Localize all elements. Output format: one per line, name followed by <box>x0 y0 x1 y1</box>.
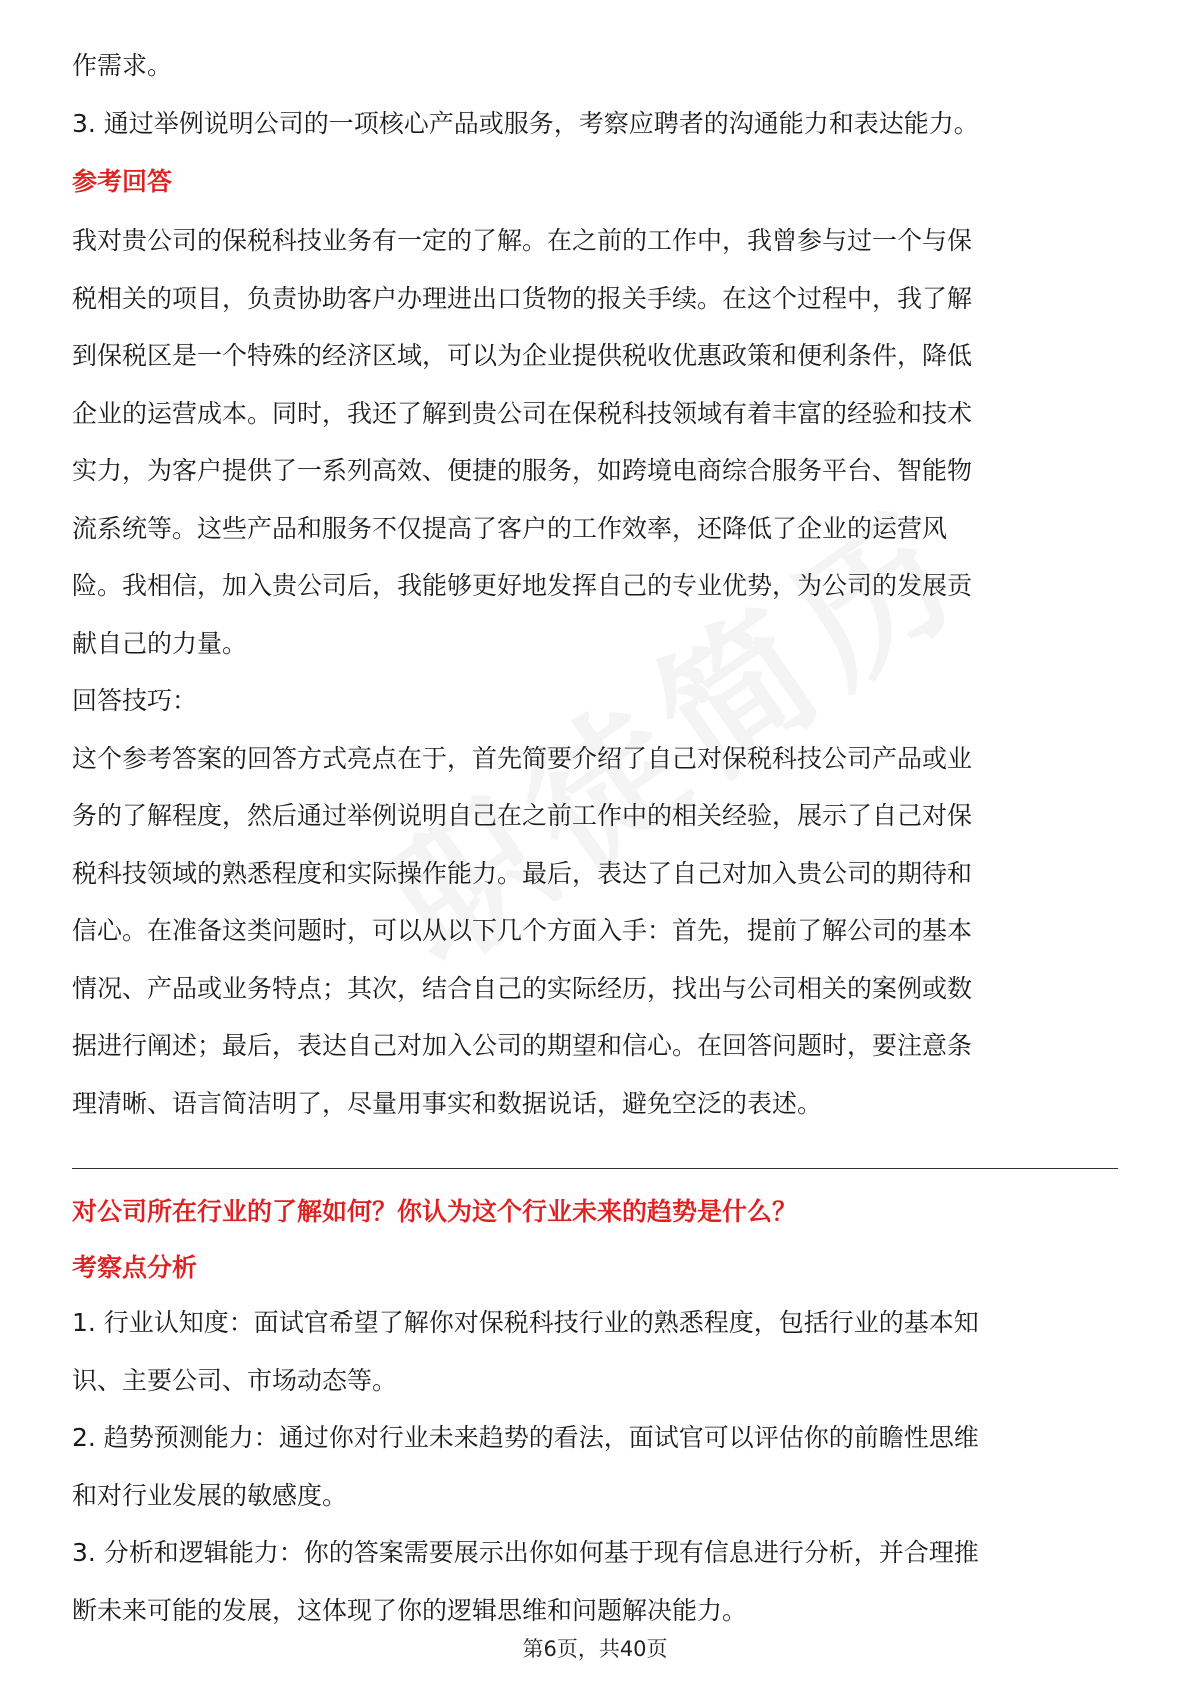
answer-line: 企业的运营成本。同时，我还了解到贵公司在保税科技领域有着丰富的经验和技术 <box>72 398 973 428</box>
document-body <box>72 0 1118 1132</box>
analysis-item-2: 2. 趋势预测能力：通过你对行业未来趋势的看法，面试官可以评估你的前瞻性思维 <box>72 1423 979 1452</box>
question-tail: 作需求。 <box>72 51 173 80</box>
analysis-item-1-cont: 识、主要公司、市场动态等。 <box>72 1365 398 1395</box>
section-divider <box>72 1168 1118 1169</box>
answer-paragraph <box>72 212 1118 672</box>
analysis-item-3-cont: 断未来可能的发展，这体现了你的逻辑思维和问题解决能力。 <box>72 1595 748 1625</box>
question-heading: 对公司所在行业的了解如何？你认为这个行业未来的趋势是什么？ <box>72 1197 798 1226</box>
analysis-heading: 考察点分析 <box>72 1253 198 1282</box>
answer-line: 税相关的项目，负责协助客户办理进出口货物的报关手续。在这个过程中，我了解 <box>72 283 973 313</box>
analysis-item-1: 1. 行业认知度：面试官希望了解你对保税科技行业的熟悉程度，包括行业的基本知 <box>72 1308 979 1337</box>
answer-line: 献自己的力量。 <box>72 628 248 658</box>
tips-line: 理清晰、语言简洁明了，尽量用事实和数据说话，避免空泛的表述。 <box>72 1088 823 1118</box>
section2 <box>72 1182 1118 1639</box>
tips-line: 情况、产品或业务特点；其次，结合自己的实际经历，找出与公司相关的案例或数 <box>72 973 973 1003</box>
tips-paragraph <box>72 730 1118 1133</box>
tips-line: 据进行阐述；最后，表达自己对加入公司的期望和信心。在回答问题时，要注意条 <box>72 1031 973 1060</box>
answer-line: 险。我相信，加入贵公司后，我能够更好地发挥自己的专业优势，为公司的发展贡 <box>72 571 973 600</box>
answer-line: 到保税区是一个特殊的经济区域，可以为企业提供税收优惠政策和便利条件，降低 <box>72 341 973 370</box>
analysis-item-3: 3. 通过举例说明公司的一项核心产品或服务，考察应聘者的沟通能力和表达能力。 <box>72 108 979 138</box>
answer-line: 流系统等。这些产品和服务不仅提高了客户的工作效率，还降低了企业的运营风 <box>72 513 948 543</box>
answer-line: 我对贵公司的保税科技业务有一定的了解。在之前的工作中，我曾参与过一个与保 <box>72 226 973 255</box>
analysis-item-2-cont: 和对行业发展的敏感度。 <box>72 1480 348 1510</box>
tips-line: 务的了解程度，然后通过举例说明自己在之前工作中的相关经验，展示了自己对保 <box>72 801 973 830</box>
tips-line: 税科技领域的熟悉程度和实际操作能力。最后，表达了自己对加入贵公司的期待和 <box>72 858 973 888</box>
tips-line: 这个参考答案的回答方式亮点在于，首先简要介绍了自己对保税科技公司产品或业 <box>72 743 973 773</box>
analysis-item-3: 3. 分析和逻辑能力：你的答案需要展示出你如何基于现有信息进行分析，并合理推 <box>72 1538 979 1567</box>
tips-heading: 回答技巧： <box>72 686 198 715</box>
answer-line: 实力，为客户提供了一系列高效、便捷的服务，如跨境电商综合服务平台、智能物 <box>72 456 973 485</box>
page-number: 第6页，共40页 <box>522 1637 668 1661</box>
tips-line: 信心。在准备这类问题时，可以从以下几个方面入手：首先，提前了解公司的基本 <box>72 916 973 945</box>
answer-heading: 参考回答 <box>72 167 173 196</box>
